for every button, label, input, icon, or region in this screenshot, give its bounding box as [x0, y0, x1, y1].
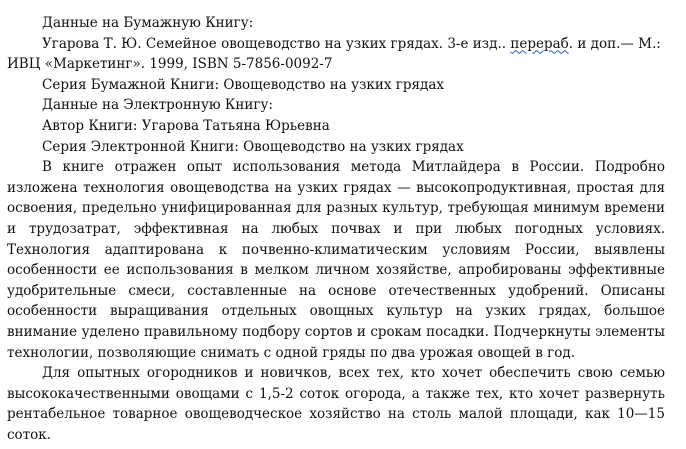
paper-series: Серия Бумажной Книги: Овощеводство на узких грядах [42, 76, 444, 93]
citation-text: Угарова Т. Ю. Семейное овощеводство на узких грядах. 3-е изд.. [42, 35, 511, 52]
audience-paragraph: Для опытных огородников и новичков, всех тех, кто хочет обеспечить свою семью высококачественными овощами с 1,5-2 соток огорода, а также тех, кто хочет развернуть рентабельное товарное овощеводческое хозяйство на столь малой площади, как 10—15 соток. [7, 365, 665, 443]
citation-line-1 [7, 34, 664, 55]
citation-text-end: . и доп.— М.: [568, 35, 661, 52]
ebook-heading: Данные на Электронную Книгу: [42, 97, 273, 114]
ebook-author: Автор Книги: Угарова Татьяна Юрьевна [42, 117, 330, 134]
spellcheck-flagged-word[interactable]: перераб [510, 35, 569, 52]
paper-book-heading: Данные на Бумажную Книгу: [42, 15, 254, 31]
citation-line-2: ИВЦ «Маркетинг». 1999, ISBN 5-7856-0092-7 [7, 56, 333, 73]
ebook-series: Серия Электронной Книги: Овощеводство на узких грядах [42, 138, 464, 155]
description-paragraph: В книге отражен опыт использования метода Митлайдера в России. Подробно изложена технология овощеводства на узких грядах — высокопродуктивная, простая для освоения, предельно унифицированная для разных культур, требующая минимум времени и трудозатрат, эффективная на любых почвах и при любых погодных условиях. Технология адаптирована к почвенно-климатическим условиям России, выявлены особенности ее использования в мелком личном хозяйстве, апробированы эффективные удобрительные смеси, составленные на основе отечественных удобрений. Описаны особенности выращивания отдельных овощных культур на узких грядах, большое внимание уделено правильному подбору сортов и срокам посадки. Подчеркнуты элементы технологии, позволяющие снимать с одной гряды по два урожая овощей в год. [7, 159, 665, 361]
